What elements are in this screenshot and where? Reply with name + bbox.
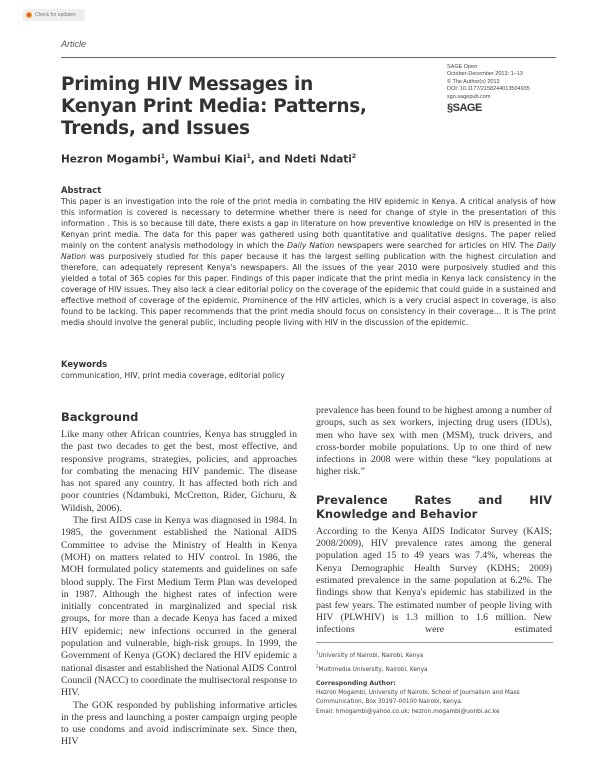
- background-heading: Background: [61, 410, 139, 424]
- right-column: [316, 405, 552, 636]
- article-type-label: Article: [61, 39, 87, 49]
- left-column: [61, 410, 297, 749]
- paragraph: Like many other African countries, Kenya has struggled in the past two decades to get the best, most effective, and responsive programs, strategies, policies, and approaches for combating the menacing HIV pandemic. The disease has not spared any country. It has affected both rich and poor countries (Ndambuki, McCretton, Rider, Gichuru, & Wildish, 2006).: [61, 429, 297, 514]
- affiliation-2: $^2$Multimedia University, Nairobi, Kenya: [316, 663, 428, 673]
- affiliation-marker: 1: [246, 153, 251, 160]
- paragraph: The GOK responded by publishing informative articles in the press and launching a poster campaign urging people to use condoms and avoid indiscriminate sex. Since then, HIV: [61, 699, 297, 748]
- corresponding-author-email[interactable]: Email: hmogambi@yahoo.co.uk; hezron.mogambi@uonbi.ac.ke: [316, 708, 500, 715]
- footnote-divider: [316, 642, 553, 643]
- journal-issue: October-December 2013: 1–13: [447, 71, 523, 78]
- paper-title: Priming HIV Messages in Kenyan Print Media: Patterns, Trends, and Issues: [61, 74, 367, 139]
- author-list: [61, 153, 356, 166]
- check-for-updates-button[interactable]: [23, 9, 85, 21]
- abstract-heading: Abstract: [61, 185, 102, 195]
- corresponding-author-address: Hezron Mogambi, University of Nairobi, School of Journalism and Mass Communication, Box 30197-00100 Nairobi, Kenya.: [316, 689, 520, 706]
- separator: ,: [165, 153, 173, 166]
- copyright: © The Author(s) 2013: [447, 78, 500, 85]
- sage-logo: §SAGE: [447, 102, 482, 115]
- abstract-section: [61, 185, 556, 328]
- journal-name: SAGE Open: [447, 64, 478, 70]
- check-for-updates-label: Check for updates: [35, 12, 76, 18]
- separator: , and: [250, 153, 285, 166]
- keywords-heading: Keywords: [61, 359, 108, 369]
- affiliation-marker: 2: [351, 153, 357, 160]
- keywords-section: [61, 359, 556, 381]
- footnotes: [316, 648, 556, 717]
- prevalence-heading: Prevalence Rates and HIV Knowledge and Behavior: [316, 492, 552, 521]
- affiliation-marker: 1: [160, 153, 166, 160]
- author-name: Wambui Kiai: [172, 153, 247, 166]
- paragraph: prevalence has been found to be highest among a number of groups, such as sex workers, injecting drug users (IDUs), men who have sex with men (MSM), truck drivers, and cross-border mobile populations. Up to one third of new infections in 2008 were within these “key populations at higher risk.”: [316, 405, 552, 478]
- paragraph: According to the Kenya AIDS Indicator Survey (KAIS; 2008/2009), HIV prevalence rates among the general population aged 15 to 49 years was 7.4%, whereas the Kenya Demographic Health Survey (KDHS; 2009) estimated prevalence in the same population at 6.2%. The findings show that Kenya's epidemic has stabilized in the past few years. The estimated number of people living with HIV (PLWHIV) is 1.3 million to 1.6 million. New infections were estimated: [316, 525, 552, 636]
- author-name: Hezron Mogambi: [61, 153, 161, 166]
- journal-meta: [447, 64, 530, 114]
- journal-url[interactable]: sgo.sagepub.com: [447, 93, 491, 100]
- header-divider: [61, 57, 556, 58]
- author-name: Ndeti Ndati: [284, 153, 352, 166]
- doi: DOI: 10.1177/2158244013504935: [447, 86, 530, 93]
- paragraph: The first AIDS case in Kenya was diagnosed in 1984. In 1985, the government established the National AIDS Committee to advise the Ministry of Health in Kenya (MOH) on matters related to HIV control. In 1986, the MOH formulated policy statements and guidelines on safe blood supply. The First Medium Term Plan was developed in 1987. Although the highest rates of infection were initially concentrated in marginalized and special risk groups, for more than a decade Kenya has faced a mixed HIV epidemic; new infections occurred in the general population and vulnerable, high-risk groups. In 1999, the Government of Kenya (GOK) declared the HIV epidemic a national disaster and established the National AIDS Control Council (NACC) to coordinate the multisectoral response to HIV.: [61, 515, 297, 699]
- update-icon: [26, 12, 32, 18]
- affiliation-1: $^1$University of Nairobi, Nairobi, Kenya: [316, 650, 424, 659]
- keywords-text: communication, HIV, print media coverage, editorial policy: [61, 371, 285, 380]
- abstract-text: This paper is an investigation into the role of the print media in combating the HIV epidemic in Kenya. A critical analysis of how this information is covered is necessary to determine whether there is need for change of style in the presentation of this information . This is so because till date, there exists a gap in literature on how preventive knowledge on HIV is presented in the Kenyan print media. The data for this paper was gathered using both quantitative and qualitative designs. The paper relied mainly on the content analysis methodology in which the Daily Nation newspapers were searched for articles on HIV. The Daily Nation was purposively studied for this paper because it has the largest selling publication with the highest circulation and therefore, can adequately represent Kenya's newspapers. All the issues of the year 2010 were purposively studied and this yielded a total of 365 copies for this paper. Findings of this paper indicate that the print media in Kenya lack consistency in the coverage of HIV issues. They also lack a clear editorial policy on the coverage of the epidemic that could guide in a sustained and effective method of coverage of the epidemic. Prominence of the HIV articles, which is a very crucial aspect in coverage, is also found to be lacking. This paper recommends that the print media should focus on consistency in their coverage… It is The print media should involve the general public, including people living with HIV in the discussion of the epidemic.: [61, 197, 556, 327]
- corresponding-author-heading: Corresponding Author:: [316, 680, 396, 688]
